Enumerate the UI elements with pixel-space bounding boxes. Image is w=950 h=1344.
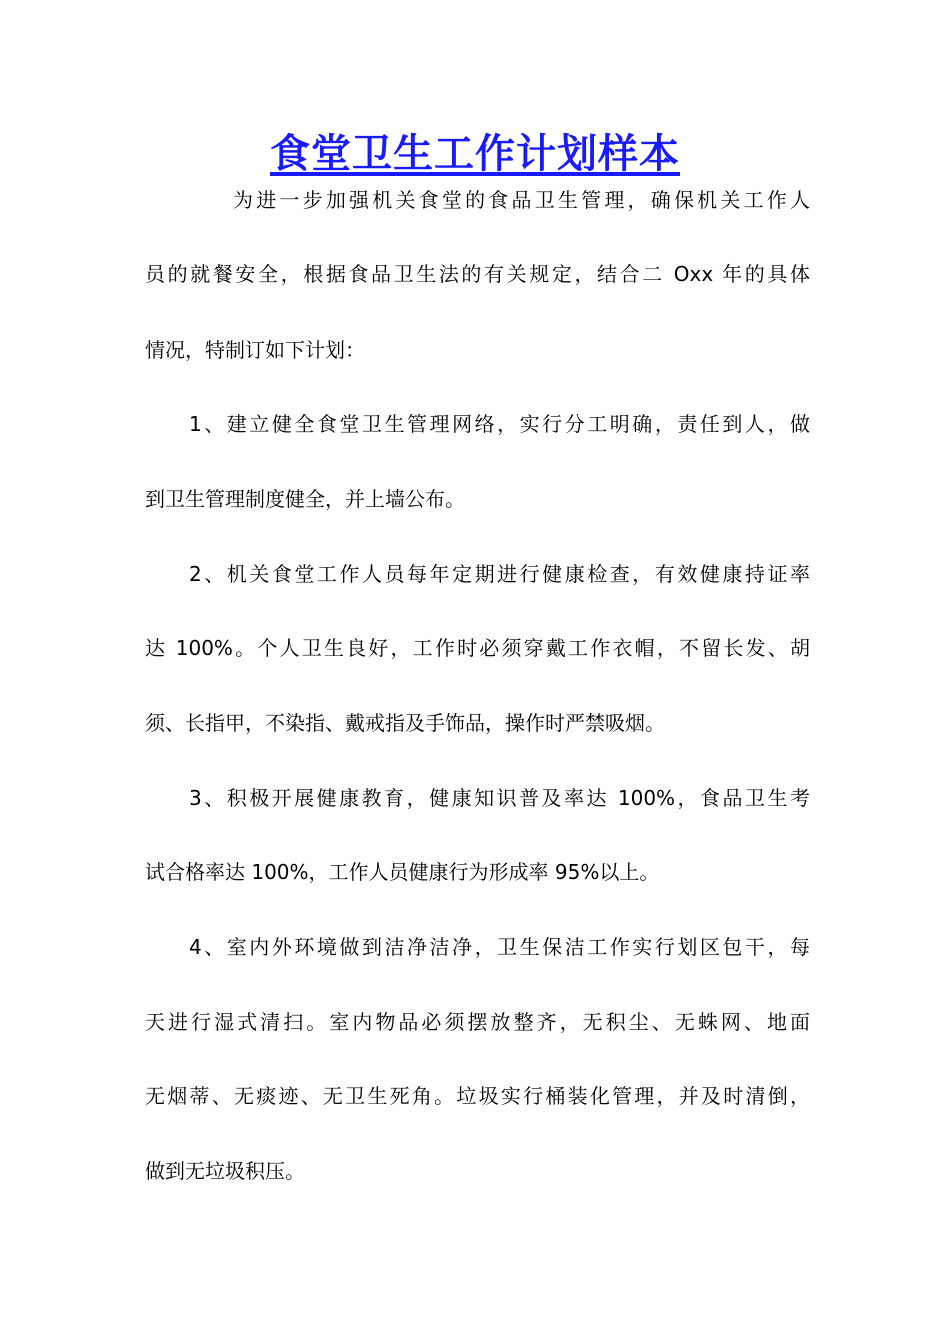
document-title: 食堂卫生工作计划样本 bbox=[270, 131, 680, 177]
paragraph-line: 做到无垃圾积压。 bbox=[145, 1159, 305, 1183]
paragraph-line: 须、长指甲，不染指、戴戒指及手饰品，操作时严禁吸烟。 bbox=[145, 711, 665, 735]
paragraph-line: 员的就餐安全，根据食品卫生法的有关规定，结合二 Oxx 年的具体 bbox=[145, 262, 810, 286]
paragraph-line: 天进行湿式清扫。室内物品必须摆放整齐，无积尘、无蛛网、地面 bbox=[145, 1010, 810, 1034]
paragraph-line: 到卫生管理制度健全，并上墙公布。 bbox=[145, 487, 465, 511]
paragraph-line: 无烟蒂、无痰迹、无卫生死角。垃圾实行桶装化管理，并及时清倒， bbox=[145, 1084, 810, 1108]
paragraph-line: 为进一步加强机关食堂的食品卫生管理，确保机关工作人 bbox=[233, 188, 810, 212]
paragraph-line: 试合格率达 100%，工作人员健康行为形成率 95%以上。 bbox=[145, 860, 660, 884]
paragraph-line: 达 100%。个人卫生良好，工作时必须穿戴工作衣帽，不留长发、胡 bbox=[145, 636, 810, 660]
paragraph-line: 3、积极开展健康教育，健康知识普及率达 100%，食品卫生考 bbox=[189, 786, 810, 810]
paragraph-line: 2、机关食堂工作人员每年定期进行健康检查，有效健康持证率 bbox=[189, 562, 810, 586]
paragraph-line: 4、室内外环境做到洁净洁净，卫生保洁工作实行划区包干，每 bbox=[189, 935, 810, 959]
paragraph-line: 1、建立健全食堂卫生管理网络，实行分工明确，责任到人，做 bbox=[189, 412, 810, 436]
paragraph-line: 情况，特制订如下计划： bbox=[145, 338, 365, 362]
